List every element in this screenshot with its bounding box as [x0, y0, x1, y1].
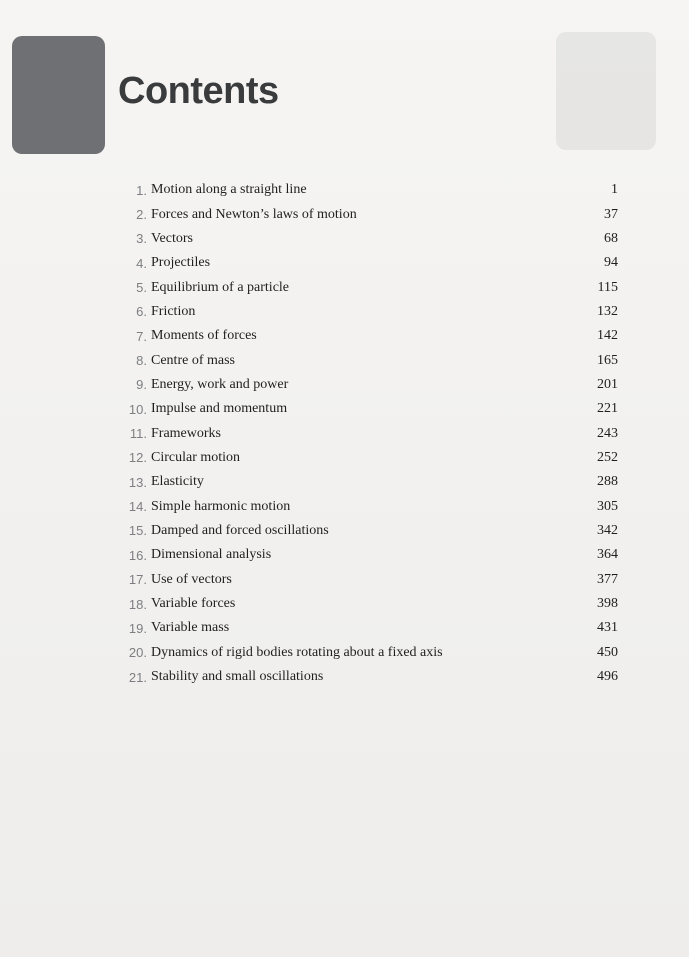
toc-chapter-title: Vectors: [151, 230, 193, 246]
toc-chapter-number: 7.: [136, 328, 147, 344]
toc-chapter-number: 4.: [136, 255, 147, 271]
toc-chapter-title: Forces and Newton’s laws of motion: [151, 206, 357, 222]
toc-entry: [113, 348, 618, 372]
toc-chapter-number: 16.: [128, 547, 147, 563]
toc-page-number: 496: [597, 669, 618, 685]
toc-chapter-number: 20.: [128, 645, 147, 661]
toc-entry: [113, 592, 618, 616]
toc-page-number: 450: [597, 644, 618, 660]
toc-page-number: 132: [597, 303, 618, 319]
toc-chapter-title: Use of vectors: [151, 571, 232, 587]
toc-page-number: 165: [597, 352, 618, 368]
show-through-tab-block: [556, 32, 656, 150]
toc-entry: [113, 397, 618, 421]
toc-entry: [113, 446, 618, 470]
toc-chapter-title: Energy, work and power: [151, 376, 289, 392]
toc-chapter-title: Stability and small oscillations: [151, 669, 324, 685]
toc-entry: [113, 324, 618, 348]
toc-chapter-title: Moments of forces: [151, 328, 257, 344]
toc-entry: [113, 616, 618, 640]
toc-page-number: 342: [597, 522, 618, 538]
toc-chapter-title: Impulse and momentum: [151, 401, 288, 417]
toc-chapter-number: 2.: [136, 207, 147, 223]
toc-entry: [113, 543, 618, 567]
toc-page-number: 1: [611, 182, 618, 198]
toc-chapter-number: 15.: [128, 523, 147, 539]
toc-chapter-number: 9.: [136, 377, 147, 393]
toc-page-number: 377: [597, 571, 618, 587]
toc-entry: [113, 519, 618, 543]
toc-chapter-title: Equilibrium of a particle: [151, 279, 290, 295]
toc-chapter-number: 11.: [129, 426, 147, 442]
toc-chapter-number: 19.: [128, 620, 147, 636]
toc-entry: [113, 373, 618, 397]
toc-chapter-title: Projectiles: [151, 255, 211, 271]
toc-chapter-title: Friction: [151, 303, 196, 319]
toc-chapter-title: Dimensional analysis: [151, 547, 272, 563]
toc-chapter-number: 3.: [136, 231, 147, 247]
toc-chapter-title: Variable mass: [151, 620, 230, 636]
toc-chapter-number: 1.: [136, 182, 147, 198]
toc-entry: [113, 665, 618, 689]
toc-page-number: 221: [597, 401, 618, 417]
toc-entry: [113, 421, 618, 445]
toc-page-number: 68: [604, 230, 618, 246]
toc-chapter-title: Elasticity: [151, 474, 204, 490]
toc-entry: [113, 227, 618, 251]
toc-chapter-number: 8.: [136, 353, 147, 369]
toc-page-number: 431: [597, 620, 618, 636]
toc-chapter-number: 12.: [128, 450, 147, 466]
toc-page-number: 243: [597, 425, 618, 441]
toc-entry: [113, 568, 618, 592]
toc-chapter-title: Dynamics of rigid bodies rotating about a fixed axis: [151, 644, 443, 660]
toc-entry: [113, 494, 618, 518]
toc-entry: [113, 641, 618, 665]
toc-chapter-number: 10.: [128, 401, 147, 417]
table-of-contents: [113, 178, 618, 689]
toc-page-number: 398: [597, 596, 618, 612]
toc-page-number: 288: [597, 474, 618, 490]
toc-chapter-number: 13.: [128, 474, 147, 490]
toc-page-number: 37: [604, 206, 618, 222]
toc-chapter-number: 14.: [128, 499, 147, 515]
toc-chapter-title: Variable forces: [151, 596, 236, 612]
toc-entry: [113, 178, 618, 202]
toc-page-number: 305: [597, 498, 618, 514]
toc-entry: [113, 202, 618, 226]
toc-chapter-title: Simple harmonic motion: [151, 498, 291, 514]
toc-chapter-title: Frameworks: [151, 425, 221, 441]
toc-page-number: 252: [597, 449, 618, 465]
toc-chapter-number: 21.: [128, 669, 147, 685]
toc-chapter-title: Circular motion: [151, 449, 241, 465]
toc-page-number: 94: [604, 255, 618, 271]
toc-page-number: 201: [597, 376, 618, 392]
toc-entry: [113, 275, 618, 299]
chapter-tab-block: [12, 36, 105, 154]
toc-page-number: 142: [597, 328, 618, 344]
toc-entry: [113, 470, 618, 494]
toc-chapter-number: 18.: [128, 596, 147, 612]
toc-entry: [113, 300, 618, 324]
toc-chapter-number: 5.: [136, 280, 147, 296]
toc-chapter-title: Motion along a straight line: [151, 182, 307, 198]
toc-chapter-number: 17.: [128, 572, 147, 588]
toc-entry: [113, 251, 618, 275]
toc-chapter-title: Damped and forced oscillations: [151, 522, 329, 538]
toc-chapter-number: 6.: [136, 304, 147, 320]
toc-chapter-title: Centre of mass: [151, 352, 235, 368]
toc-page-number: 364: [597, 547, 618, 563]
page-title: Contents: [118, 70, 279, 112]
toc-page-number: 115: [597, 279, 618, 295]
